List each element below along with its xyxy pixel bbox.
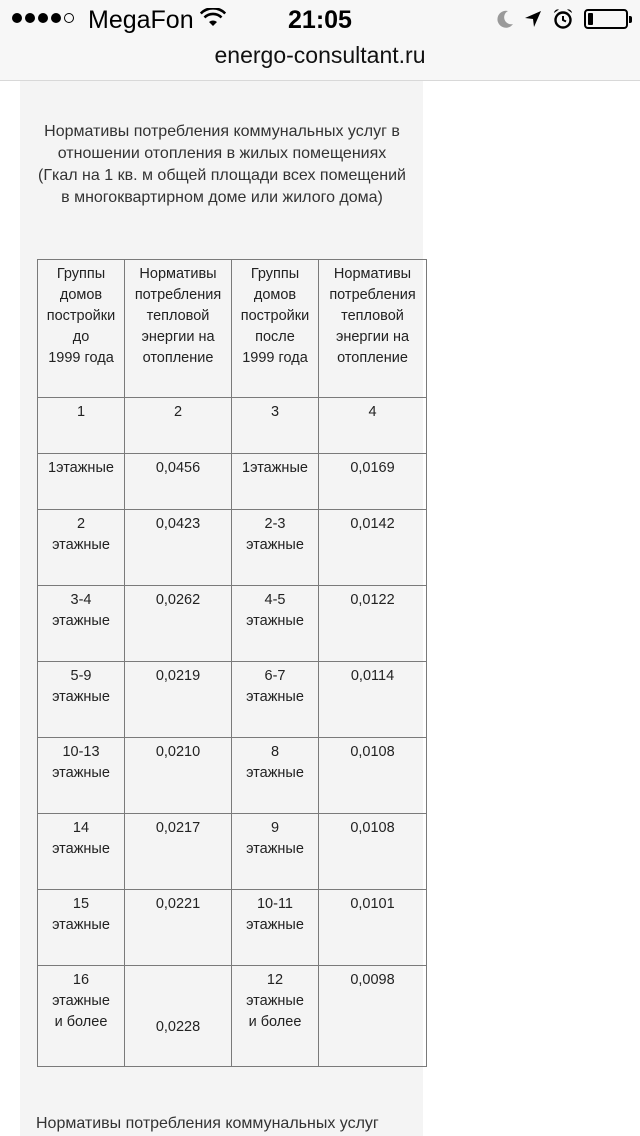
address-bar[interactable] (0, 40, 640, 81)
table-row (38, 890, 427, 966)
table-cell: 0,0114 (319, 662, 427, 738)
table-cell: 2 (125, 398, 232, 454)
table-cell: 0,0217 (125, 814, 232, 890)
table-cell: 3 (232, 398, 319, 454)
table-row (38, 738, 427, 814)
table-header-row (38, 260, 427, 398)
table-cell: 0,0221 (125, 890, 232, 966)
table-cell: 2-3 этажные (232, 510, 319, 586)
url-text[interactable]: energo-consultant.ru (214, 42, 426, 68)
next-section-heading: Нормативы потребления коммунальных услуг (36, 1115, 379, 1132)
table-cell: 0,0098 (319, 966, 427, 1067)
clock-time: 21:05 (288, 6, 352, 34)
table-cell: 0,0210 (125, 738, 232, 814)
alarm-clock-icon (552, 8, 574, 30)
table-cell: 4-5 этажные (232, 586, 319, 662)
battery-icon (584, 9, 628, 29)
table-cell: 0,0122 (319, 586, 427, 662)
table-cell: 9 этажные (232, 814, 319, 890)
header-cell: Нормативы потребления тепловой энергии на отопление (125, 260, 232, 398)
table-row (38, 586, 427, 662)
carrier-name: MegaFon (88, 6, 194, 34)
table-cell: 0,0108 (319, 738, 427, 814)
table-cell: 12 этажные и более (232, 966, 319, 1067)
table-cell: 1этажные (38, 454, 125, 510)
table-cell: 1 (38, 398, 125, 454)
table-cell: 0,0262 (125, 586, 232, 662)
table-cell: 0,0101 (319, 890, 427, 966)
table-cell: 0,0108 (319, 814, 427, 890)
header-cell: Нормативы потребления тепловой энергии на отопление (319, 260, 427, 398)
table-cell: 0,0169 (319, 454, 427, 510)
article-content (20, 81, 423, 1136)
table-cell: 5-9 этажные (38, 662, 125, 738)
table-row (38, 454, 427, 510)
table-cell: 14 этажные (38, 814, 125, 890)
table-row (38, 398, 427, 454)
table-row (38, 662, 427, 738)
header-cell: Группы домов постройки после 1999 года (232, 260, 319, 398)
table-cell: 0,0228 (125, 966, 232, 1067)
table-cell: 0,0423 (125, 510, 232, 586)
table-cell: 0,0456 (125, 454, 232, 510)
status-bar (0, 0, 640, 40)
table-cell: 0,0142 (319, 510, 427, 586)
table-row (38, 510, 427, 586)
table-cell: 8 этажные (232, 738, 319, 814)
table-cell: 3-4 этажные (38, 586, 125, 662)
table-cell: 10-11 этажные (232, 890, 319, 966)
table-cell: 2 этажные (38, 510, 125, 586)
table-cell: 16 этажные и более (38, 966, 125, 1067)
table-cell: 1этажные (232, 454, 319, 510)
table-cell: 10-13 этажные (38, 738, 125, 814)
moon-icon (496, 9, 514, 29)
table-cell: 6-7 этажные (232, 662, 319, 738)
location-arrow-icon (524, 10, 542, 28)
table-row (38, 966, 427, 1067)
battery-level-fill (588, 13, 593, 25)
table-cell: 0,0219 (125, 662, 232, 738)
header-cell: Группы домов постройки до 1999 года (38, 260, 125, 398)
norms-table (37, 259, 427, 1067)
table-heading: Нормативы потребления коммунальных услуг в отношении отопления в жилых помещениях (Гкал на 1 кв. м общей площади всех помещений в многоквартирном доме или жилого дома) (38, 123, 406, 206)
table-cell: 4 (319, 398, 427, 454)
table-cell: 15 этажные (38, 890, 125, 966)
table-row (38, 814, 427, 890)
